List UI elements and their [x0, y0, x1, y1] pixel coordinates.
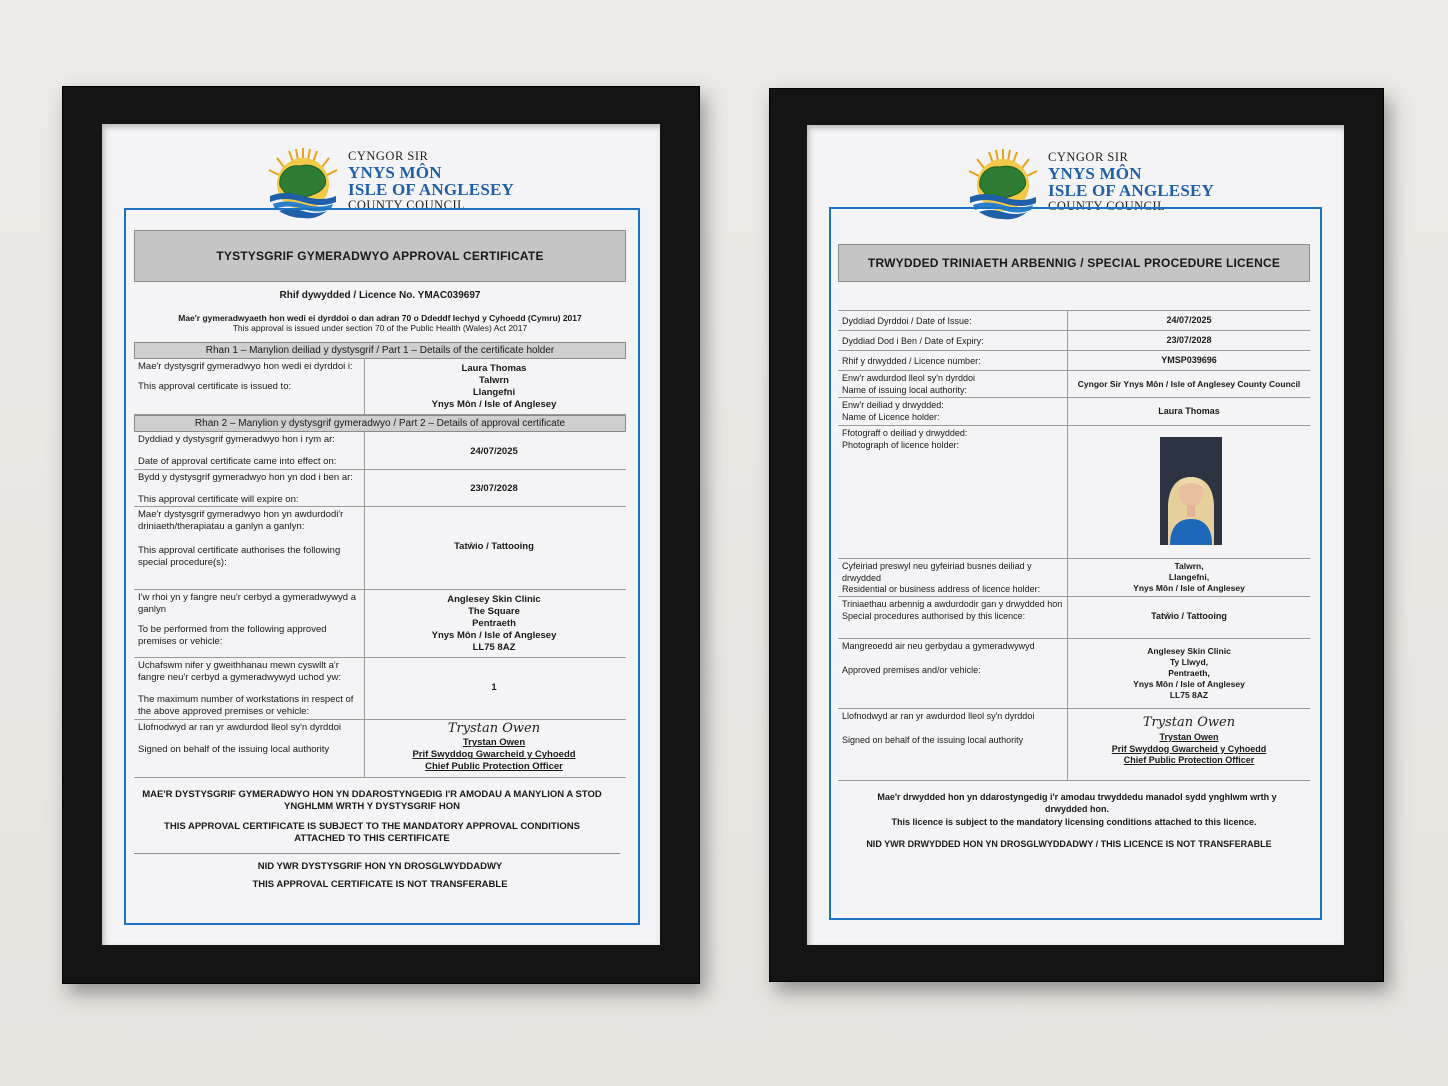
logo-line-3: ISLE OF ANGLESEY — [1048, 180, 1215, 200]
table-row — [134, 507, 626, 590]
signature-image: Trystan Owen — [1142, 715, 1236, 730]
table-row — [134, 470, 626, 507]
conditions-welsh: MAE'R DYSTYSGRIF GYMERADWYO HON YN DDAROSTYNGEDIG I'R AMODAU A MANYLION A STOD YNGHLMM WRTH Y DYSTYSGRIF HON — [142, 789, 602, 813]
licence-title: TRWYDDED TRINIAETH ARBENNIG / SPECIAL PROCEDURE LICENCE — [838, 244, 1310, 282]
row-label-welsh: Llofnodwyd ar ran yr awdurdod lleol sy'n dyrddoi — [138, 722, 342, 733]
intro-english: This approval is issued under section 70 of the Public Health (Wales) Act 2017 — [232, 323, 528, 333]
row-label-english: Signed on behalf of the issuing local authority — [138, 743, 330, 755]
row-label: Dyddiad Dod i Ben / Date of Expiry: — [842, 336, 984, 346]
row-value: 23/07/2028 — [470, 483, 518, 494]
row-label-welsh: I'w rhoi yn y fangre neu'r cerbyd a gymeradwywyd a ganlyn — [138, 592, 357, 615]
certificate-table — [134, 342, 626, 778]
table-row — [838, 351, 1310, 371]
row-label-english: Date of approval certificate came into effect on: — [138, 455, 337, 467]
table-row — [838, 331, 1310, 351]
table-row — [838, 597, 1310, 639]
row-value: Laura Thomas — [1158, 406, 1220, 416]
row-label-english: To be performed from the following approved premises or vehicle: — [138, 623, 327, 647]
row-label: Enw'r awdurdod lleol sy'n dyrddoi Name of issuing local authority: — [842, 373, 976, 395]
logo-line-4: COUNTY COUNCIL — [348, 197, 466, 212]
table-row — [838, 371, 1310, 398]
row-value: 1 — [491, 682, 497, 693]
row-value: Anglesey Skin Clinic Ty Llwyd, Pentraeth, Ynys Môn / Isle of Anglesey LL75 8AZ — [1133, 646, 1245, 701]
row-label: Triniaethau arbennig a awdurdodir gan y drwydded hon Special procedures authorised by this licence: — [842, 599, 1063, 621]
conditions-welsh: Mae'r drwydded hon yn ddarostyngedig i'r amodau trwyddedu manadol sydd ynghlwm wrth y drwydded hon. — [877, 792, 1277, 815]
conditions-english: THIS APPROVAL CERTIFICATE IS SUBJECT TO THE MANDATORY APPROVAL CONDITIONS ATTACHED TO THIS CERTIFICATE — [164, 821, 580, 845]
row-label-welsh: Uchafswm nifer y gweithhanau mewn cyswllt a'r fangre neu'r cerbyd a gymeradwywyd uchod yw: — [138, 660, 341, 683]
row-value: 24/07/2025 — [1166, 315, 1212, 325]
row-value: Tatŵio / Tattooing — [454, 541, 534, 552]
logo-line-2: YNYS MÔN — [1048, 163, 1142, 183]
table-row — [134, 590, 626, 658]
signature-block: Trystan Owen Trystan Owen Prif Swyddog Gwarcheid y Cyhoedd Chief Public Protection Officer — [1070, 715, 1308, 767]
row-value: Talwrn, Llangefni, Ynys Môn / Isle of Anglesey — [1133, 561, 1245, 594]
signature-image: Trystan Owen — [447, 721, 541, 736]
row-label-welsh: Dyddiad y dystysgrif gymeradwyo hon i rym ar: — [138, 434, 335, 445]
row-label: Rhif y drwydded / Licence number: — [842, 356, 981, 366]
row-label-english: This approval certificate will expire on: — [138, 493, 299, 505]
row-label: Llofnodwyd ar ran yr awdurdod lleol sy'n dyrddoi Signed on behalf of the issuing local authority — [842, 711, 1035, 745]
right-frame — [769, 88, 1384, 982]
row-label: Dyddiad Dyrddoi / Date of Issue: — [842, 316, 972, 326]
licence-holder-photo — [1160, 437, 1222, 545]
logo-line-1: CYNGOR SIR — [1048, 150, 1129, 164]
table-row — [134, 359, 626, 415]
transfer-notice: NID YWR DRWYDDED HON YN DROSGLWYDDADWY / THIS LICENCE IS NOT TRANSFERABLE — [866, 839, 1272, 849]
row-value: 23/07/2028 — [1166, 335, 1212, 345]
transfer-english: THIS APPROVAL CERTIFICATE IS NOT TRANSFERABLE — [252, 879, 508, 890]
part1-heading: Rhan 1 – Manylion deiliad y dystysgrif / Part 1 – Details of the certificate holder — [134, 342, 626, 359]
transfer-welsh: NID YWR DYSTYSGRIF HON YN DROSGLWYDDADWY — [257, 861, 503, 872]
table-row — [838, 426, 1310, 559]
row-label: Mangreoedd air neu gerbydau a gymeradwywyd Approved premises and/or vehicle: — [842, 641, 1035, 675]
row-value: Cyngor Sir Ynys Môn / Isle of Anglesey County Council — [1077, 379, 1301, 389]
table-row — [838, 398, 1310, 426]
row-label-welsh: Mae'r dystysgrif gymeradwyo hon wedi ei dyrddoi i: — [138, 361, 353, 372]
intro-welsh: Mae'r gymeradwyaeth hon wedi ei dyrddoi o dan adran 70 o Ddeddf Iechyd y Cyhoedd (Cymru) 2017 — [178, 313, 582, 323]
table-row — [134, 432, 626, 470]
signature-block: Trystan Owen Trystan Owen Prif Swyddog Gwarcheid y Cyhoedd Chief Public Protection Officer — [366, 721, 622, 773]
row-label: Enw'r deiliad y drwydded: Name of Licence holder: — [842, 400, 944, 422]
logo-line-3: ISLE OF ANGLESEY — [348, 179, 515, 199]
row-value: 24/07/2025 — [470, 446, 518, 457]
row-label-english: This approval certificate is issued to: — [138, 380, 292, 392]
logo-line-1: CYNGOR SIR — [348, 149, 429, 163]
special-procedure-licence — [807, 125, 1344, 945]
table-row — [838, 639, 1310, 709]
table-row — [838, 709, 1310, 781]
part2-heading: Rhan 2 – Manylion y dystysgrif gymeradwyo / Part 2 – Details of approval certificate — [134, 415, 626, 432]
row-label: Cyfeiriad preswyl neu gyfeiriad busnes deiliad y drwydded Residential or business address of licence holder: — [842, 561, 1041, 595]
logo-line-4: COUNTY COUNCIL — [1048, 198, 1166, 213]
row-value: Laura Thomas Talwrn Llangefni Ynys Môn / Isle of Anglesey — [431, 363, 557, 410]
table-row — [134, 658, 626, 720]
certificate-title: TYSTYSGRIF GYMERADWYO APPROVAL CERTIFICATE — [134, 230, 626, 282]
row-value: Anglesey Skin Clinic The Square Pentraeth Ynys Môn / Isle of Anglesey LL75 8AZ — [431, 594, 557, 653]
conditions-english: This licence is subject to the mandatory licensing conditions attached to this licence. — [891, 817, 1257, 827]
left-frame — [62, 86, 700, 984]
row-label-welsh: Mae'r dystysgrif gymeradwyo hon yn awdurdodi'r driniaeth/therapiatau a ganlyn a ganlyn: — [138, 509, 344, 532]
licence-table — [838, 310, 1310, 781]
row-value: YMSP039696 — [1161, 355, 1217, 365]
approval-certificate — [102, 124, 660, 945]
table-row — [838, 311, 1310, 331]
table-row — [838, 559, 1310, 597]
logo-line-2: YNYS MÔN — [348, 162, 442, 182]
row-label: Ffotograff o deiliad y drwydded: Photograph of licence holder: — [842, 428, 968, 450]
table-row — [134, 720, 626, 778]
row-label-english: This approval certificate authorises the following special procedure(s): — [138, 544, 341, 568]
row-value: Tatŵio / Tattooing — [1151, 611, 1227, 621]
licence-number: Rhif dywydded / Licence No. YMAC039697 — [279, 290, 481, 301]
row-label-english: The maximum number of workstations in respect of the above approved premises or vehicle: — [138, 693, 354, 717]
row-label-welsh: Bydd y dystysgrif gymeradwyo hon yn dod i ben ar: — [138, 472, 353, 483]
